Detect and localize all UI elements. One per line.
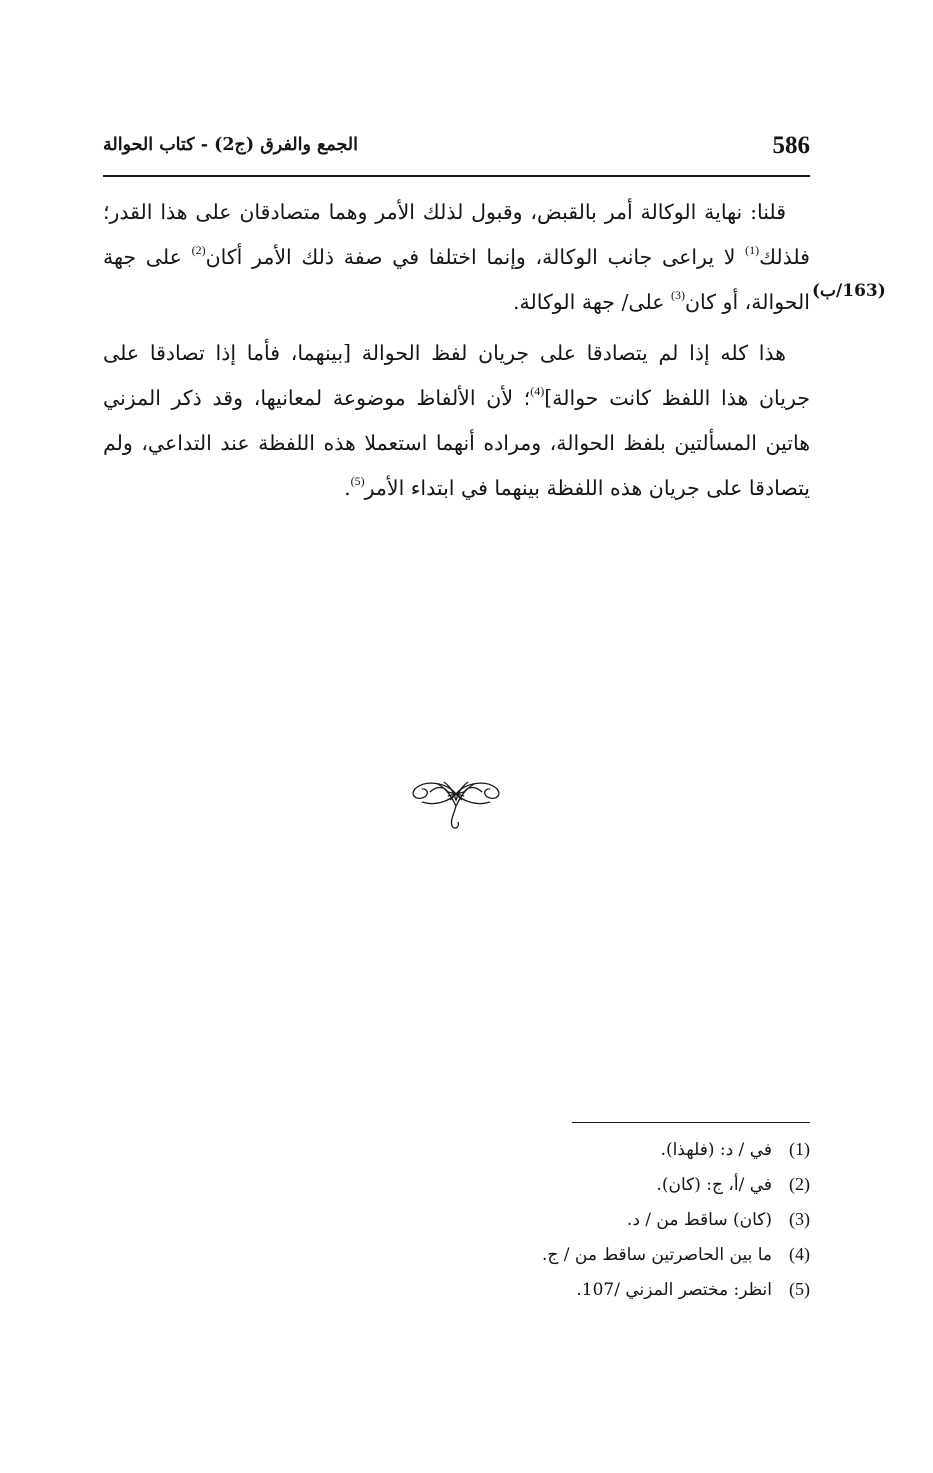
footnote-ref-2: (2)	[191, 243, 206, 257]
footnote-number: (3)	[789, 1209, 810, 1229]
margin-folio-note: (163/ب)	[812, 281, 886, 301]
footnote-text: انظر: مختصر المزني /107.	[576, 1280, 772, 1300]
paragraph-2-text-a: هذا كله إذا لم يتصادقا على جريان لفظ الحوالة [بينهما، فأما إذا تصادقا على جريان هذا اللفظ كانت حوالة]	[103, 341, 810, 410]
paragraph-1	[103, 190, 810, 325]
running-title: الجمع والفرق (ج2) - كتاب الحوالة	[103, 135, 358, 155]
footnote-number: (2)	[789, 1174, 810, 1194]
paragraph-2-text-c: .	[344, 476, 351, 500]
paragraph-1-text-b: لا يراعى جانب الوكالة، وإنما اختلفا في صفة ذلك الأمر أكان	[205, 245, 746, 269]
footnote-ref-3: (3)	[670, 288, 685, 302]
paragraph-1-text-a: قلنا: نهاية الوكالة أمر بالقبض، وقبول لذلك الأمر وهما متصادقان على هذا القدر؛ فلذلك	[103, 200, 810, 269]
footnote-text: في /أ، ج: (كان).	[656, 1175, 772, 1195]
paragraph-2-text-b: ؛ لأن الألفاظ موضوعة لمعانيها، وقد ذكر المزني هاتين المسألتين بلفظ الحوالة، ومراده أنهما استعملا هذه اللفظة عند التداعي، ولم يتصادقا على جريان هذه اللفظة بينهما في ابتداء الأمر	[103, 386, 810, 500]
footnote-number: (1)	[789, 1139, 810, 1159]
footnote-ref-4: (4)	[530, 384, 545, 398]
footnote-text: (كان) ساقط من / د.	[626, 1210, 772, 1230]
footnote-number: (5)	[789, 1279, 810, 1299]
paragraph-1-text-c: على جهة الحوالة، أو كان	[103, 245, 810, 314]
footnote-1	[390, 1132, 810, 1167]
footnote-number: (4)	[789, 1244, 810, 1264]
footnote-4	[390, 1237, 810, 1272]
paragraph-1-text-d: على/ جهة الوكالة.	[513, 290, 671, 314]
footnote-3	[390, 1202, 810, 1237]
page-header	[103, 132, 810, 170]
footnotes	[390, 1132, 810, 1307]
header-rule	[103, 175, 810, 177]
footnote-ref-5: (5)	[350, 474, 365, 488]
main-text	[103, 190, 810, 511]
paragraph-2	[103, 331, 810, 511]
footnote-text: في / د: (فلهذا).	[660, 1140, 772, 1160]
page-number: 586	[772, 132, 810, 159]
ornament-flourish-icon	[408, 772, 504, 830]
footnote-ref-1: (1)	[745, 243, 760, 257]
footnote-5	[390, 1272, 810, 1307]
footnote-text: ما بين الحاصرتين ساقط من / ج.	[541, 1245, 772, 1265]
footnote-2	[390, 1167, 810, 1202]
footnote-rule	[572, 1122, 810, 1123]
